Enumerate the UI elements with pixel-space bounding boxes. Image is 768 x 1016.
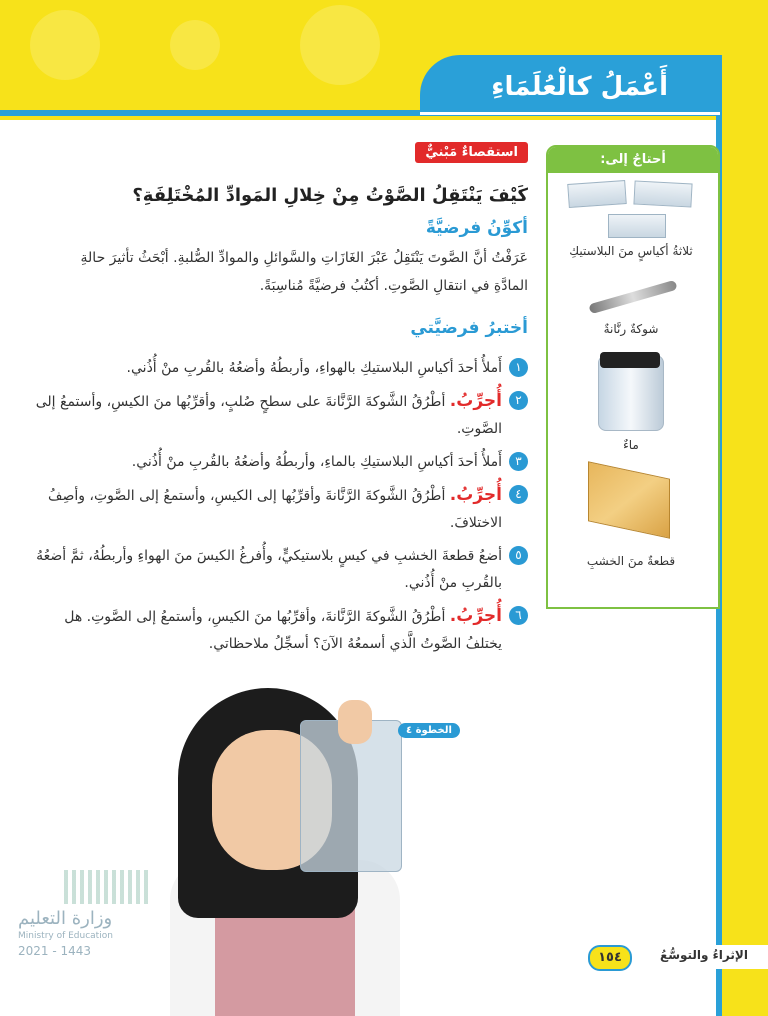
- step-item: [28, 388, 528, 443]
- ministry-logo: [64, 870, 150, 904]
- step-text: أضعُ قطعةَ الخشبِ في كيسٍ بلاستيكيٍّ، وأُفرغُ الكيسَ منَ الهواءِ وأربطُهُ، ثمَّ أضعُهُ بالقُربِ منْ أُذُني.: [36, 548, 502, 591]
- hypothesis-text: عَرَفْتُ أنَّ الصَّوتَ يَنْتَقِلُ عَبْرَ الغَازَاتِ والسَّوائلِ والموادِّ الصُّلبةِ. أبْحَثُ تأثيرَ حالةِ المادَّةِ في انتقالِ الصَّوتِ. أكتُبُ فرضيَّةً مُناسِبَةً.: [80, 250, 528, 294]
- plastic-bags-image: [633, 180, 692, 207]
- photo-step-tag: الخطوة ٤: [398, 723, 460, 738]
- decor-circle: [30, 10, 100, 80]
- question-heading: كَيْفَ يَنْتَقِلُ الصَّوْتُ مِنْ خِلالِ المَوادِّ المُخْتَلِفَةِ؟: [132, 185, 528, 206]
- step-item: [28, 482, 528, 537]
- step-text: أَملأُ أحدَ أكياسِ البلاستيكِ بالماءِ، وأربطُهُ وأضعُهُ بالقُربِ منْ أُذُني.: [131, 454, 502, 470]
- photo-girl-hand: [338, 700, 372, 744]
- step-text: أطْرُقُ الشَّوكةَ الرَّنَّانةَ، وأقرِّبُها منَ الكيسِ، وأستمعُ إلى الصَّوتِ. هل يختلفُ الصَّوتُ الَّذي أسمعُهُ الآنَ؟ أسجِّلُ ملاحظاتي.: [64, 609, 502, 652]
- step-number: ٦: [509, 606, 528, 625]
- ministry-name-en: Ministry of Education: [18, 931, 113, 941]
- step-text: أطْرُقُ الشَّوكةَ الرَّنَّانةَ على سطحٍ صُلبٍ، وأقرِّبُها منَ الكيسِ، وأستمعُ إلى الصَّوتِ.: [35, 394, 502, 437]
- jar-lid: [600, 352, 660, 368]
- material-label: ماءٌ: [623, 438, 639, 452]
- materials-heading: أحتاجُ إلى:: [548, 147, 718, 173]
- hypothesis-heading: أكوِّنُ فرضيَّةً: [425, 218, 528, 238]
- decor-circle: [300, 5, 380, 85]
- step-item: [28, 355, 528, 382]
- step-action: أُجرِّبُ.: [449, 485, 502, 505]
- page-title: أَعْمَلُ كالْعُلَمَاءِ: [491, 72, 668, 102]
- material-label: ثلاثةُ أكياسٍ منَ البلاستيكِ: [569, 244, 693, 258]
- footer-section: الإثراءُ والتوسُّعُ: [660, 948, 748, 962]
- step-number: ٢: [509, 391, 528, 410]
- step-number: ٤: [509, 485, 528, 504]
- step-item: [28, 543, 528, 597]
- decor-circle: [170, 20, 220, 70]
- step-number: ٥: [509, 546, 528, 565]
- step-item: [28, 449, 528, 476]
- page-number: ١٥٤: [588, 945, 632, 971]
- plastic-bags-image: [608, 214, 666, 238]
- inquiry-badge: استقصاءٌ مَبْنيٌّ: [415, 142, 528, 163]
- step-action: أُجرِّبُ.: [449, 391, 502, 411]
- plastic-bags-image: [567, 180, 627, 208]
- ministry-year: 2021 - 1443: [18, 944, 92, 958]
- step-number: ١: [509, 358, 528, 377]
- step-text: أَملأُ أحدَ أكياسِ البلاستيكِ بالهواءِ، وأربطُهُ وأضعُهُ بالقُربِ منْ أُذُني.: [126, 360, 502, 376]
- step-number: ٣: [509, 452, 528, 471]
- step-text: أطْرُقُ الشَّوكةَ الرَّنَّانةَ وأقرِّبُها إلى الكيسِ، وأستمعُ إلى الصَّوتِ، وأصِفُ الاختلافَ.: [47, 488, 502, 531]
- steps-list: [28, 355, 528, 664]
- step-action: أُجرِّبُ.: [449, 606, 502, 626]
- material-label: شوكةٌ رنَّانةٌ: [603, 322, 659, 336]
- step-item: [28, 603, 528, 658]
- right-background-strip: [716, 100, 768, 1016]
- test-heading: أختبرُ فرضيَّتي: [410, 318, 528, 338]
- material-label: قطعةٌ منَ الخشبِ: [586, 554, 676, 568]
- ministry-name-ar: وزارة التعليم: [18, 908, 113, 929]
